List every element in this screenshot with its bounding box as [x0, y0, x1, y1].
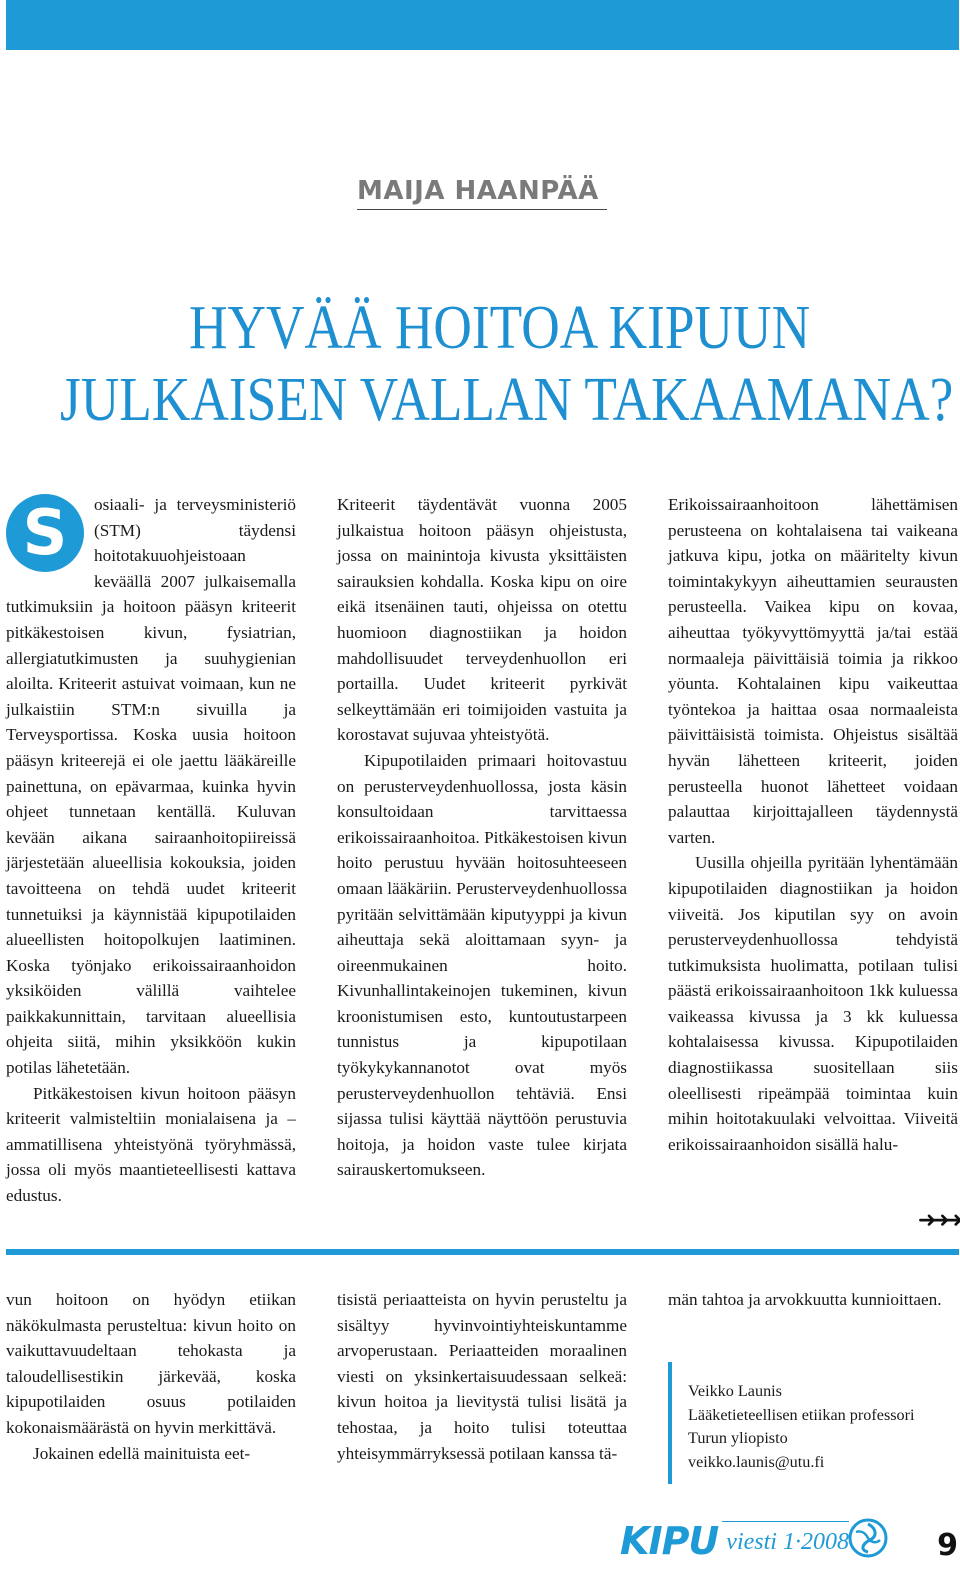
paragraph: män tahtoa ja arvokkuutta kunnioittaen. — [668, 1290, 942, 1309]
author-signature-box — [668, 1362, 958, 1484]
signature-email: veikko.launis@utu.fi — [688, 1452, 825, 1471]
title-line-2: JULKAISEN VALLAN TAKAAMANA? — [60, 366, 954, 434]
signature-organization: Turun yliopisto — [688, 1429, 788, 1447]
paragraph: Erikoissairaanhoitoon lähettämisen perusteena on kohtalaisena tai vaikeana jatkuva kipu, jotka on määritelty kivun toimintakykyyn aiheuttamien seurausten perusteella. Vaikea kipu on kovaa, aiheuttaa työkyvyttömyyttä ja/tai estää normaaleja päivittäisiä toimia ja rikkoo yöunta. Kohtalainen kipu vaikeuttaa työntekoa ja haittaa osaa normaaleista päivittäisistä toimista. Ohjeistus sisältää hyvän lähetteen kriteerit, joiden perusteella huonot lähetteet voidaan palauttaa kirjoittajalleen täydennystä varten. — [668, 495, 958, 847]
brand-name: KIPU — [620, 1519, 719, 1563]
article-column-2 — [337, 492, 627, 1183]
paragraph: Pitkäkestoisen kivun hoitoon pääsyn kriteerit valmisteltiin monialaisena ja –ammatillisena yhteistyönä työryhmässä, jossa oli myös maantieteellisesti kattava edustus. — [6, 1083, 296, 1206]
dropcap: S — [6, 494, 84, 572]
paragraph: Uusilla ohjeilla pyritään lyhentämään kipupotilaiden diagnostiikan ja hoidon viiveitä. Jos kiputilan syy on avoin perusterveydenhuollossa tehdyistä tutkimuksista huolimatta, potilaan tulisi päästä erikoissairaanhoitoon 1kk kuluessa vaikeassa kivussa ja 3 kk kuluessa kohtalaisessa kivussa. Kipupotilaiden diagnostiikassa suositellaan siis oleellisesti ripeämpää toimintaa kuin mihin hoitotakuulaki velvoittaa. Viiveitä erikoissairaanhoidon sisällä halu- — [668, 853, 958, 1154]
continuation-column-1 — [6, 1287, 296, 1466]
section-divider — [6, 1249, 959, 1255]
swirl-logo-icon — [848, 1518, 888, 1558]
paragraph — [6, 492, 296, 1081]
paragraph: Kriteerit täydentävät vuonna 2005 julkaistua hoitoon pääsyn ohjeistusta, jossa on mainintoja kivusta yksittäisten sairauksien kohdalla. Koska kipu on oire eikä itsenäinen tauti, ohjeissa on otettu huomioon diagnostiikan ja hoidon mahdollisuudet terveydenhuollon eri portailla. Uudet kriteerit pyrkivät selkeyttämään eri toimijoiden vastuita ja korostavat sujuvaa yhteistyötä. — [337, 495, 627, 745]
paragraph: Jokainen edellä mainituista eet- — [33, 1443, 251, 1463]
signature-role: Lääketieteellisen etiikan professori — [688, 1405, 915, 1424]
signature-name: Veikko Launis — [688, 1382, 782, 1400]
page-number: 9 — [937, 1528, 958, 1563]
continuation-column-3 — [668, 1287, 958, 1313]
top-color-bar — [6, 0, 959, 50]
continue-arrows-icon: ➜➜➜ — [917, 1208, 958, 1233]
paragraph-text: osiaali- ja terveysministeriö (STM) täydensi hoitotakuuohjeistoaan keväällä 2007 julkaisemalla tutkimuksiin ja hoitoon pääsyn kriteerit pitkäkestoisen kivun, fysiatrian, allergiatutkimusten ja suuhygienian aloilta. Kriteerit astuivat voimaan, kun ne julkaistiin STM:n sivuilla ja Terveysportissa. Koska uusia hoitoon pääsyn kriteerejä ei ole jaettu lääkäreille painettuna, on epävarmaa, kuinka hyvin ohjeet tunnetaan kentällä. Kuluvan kevään aikana sairaanhoitopiireissä järjestetään alueellisia kokouksia, joiden tavoitteena on tehdä uudet kriteerit tunnetuiksi ja käynnistää kipupotilaiden alueellisten hoitopolkujen laatiminen. Koska työnjako erikoissairaanhoidon yksiköiden välillä vaihtelee paikkakunnittain, tarvitaan alueellisia ohjeita siitä, mihin yksikköön kukin potilas lähetetään. — [6, 495, 296, 1078]
article-column-3 — [668, 492, 958, 1157]
article-title — [60, 292, 954, 436]
paragraph: Kipupotilaiden primaari hoitovastuu on perusterveydenhuollossa, josta käsin konsultoidaan tarvittaessa erikoissairaanhoitoa. Pitkäkestoisen kivun hoito perustuu hyvään hoitosuhteeseen omaan lääkäriin. Perusterveydenhuollossa pyritään selvittämään kiputyyppi ja kivun aiheuttaja sekä aloittamaan syyn- ja oireenmukainen hoito. Kivunhallintakeinojen tukeminen, kivun kroonistumisen esto, kuntoutustarpeen tunnistus ja kipupotilaan työkykykannanotot ovat myös perusterveydenhuollon tehtäviä. Ensi sijassa tulisi käyttää näyttöön perustuvia hoitoja, ja hoidon vaste tulee kirjata sairauskertomukseen. — [337, 750, 627, 1180]
title-line-1: HYVÄÄ HOITOA KIPUUN — [189, 294, 811, 362]
paragraph: vun hoitoon on hyödyn etiikan näkökulmasta perusteltua: kivun hoito on vaikuttavuudeltaan tehokasta ja taloudellisestikin järkevää, koska kipupotilaiden osuus potilaiden kokonaismäärästä on hyvin merkittävä. — [6, 1290, 296, 1437]
paragraph: tisistä periaatteista on hyvin perusteltu ja sisältyy hyvinvointiyhteiskuntamme arvoperustaan. Periaatteiden moraalinen viesti on yksinkertaisuudessaan selkeä: kivun hoitoa ja lievitystä tulisi lisätä ja tehostaa, ja hoito tulisi toteuttaa yhteisymmärryksessä potilaan kanssa tä- — [337, 1290, 627, 1463]
article-column-1 — [6, 492, 296, 1209]
continuation-column-2 — [337, 1287, 627, 1466]
magazine-logo — [620, 1516, 849, 1562]
author-byline: MAIJA HAANPÄÄ — [357, 176, 607, 210]
issue-label: viesti 1·2008 — [722, 1521, 849, 1562]
